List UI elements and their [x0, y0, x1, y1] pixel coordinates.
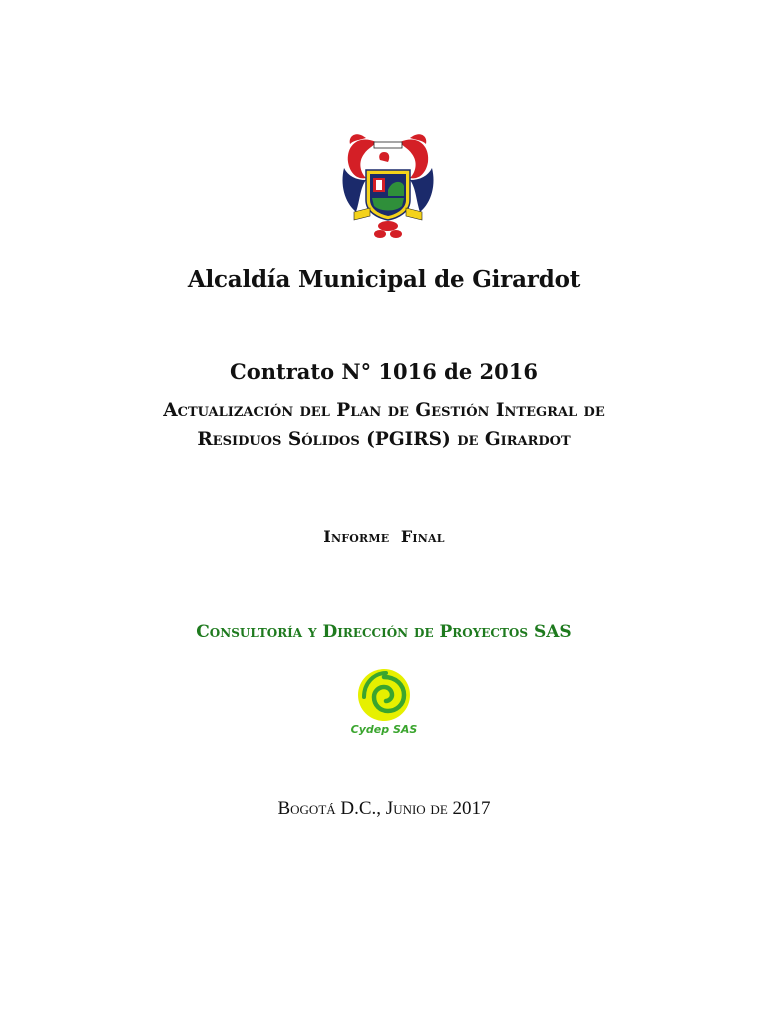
contract-number: Contrato N° 1016 de 2016	[230, 359, 538, 384]
contract-subject-line-2: Residuos Sólidos (PGIRS) de Girardot	[197, 429, 571, 450]
cydep-logo-text: Cydep SAS	[350, 723, 418, 736]
municipal-coat-of-arms-icon	[336, 128, 440, 240]
place-and-date: Bogotá D.C., Junio de 2017	[277, 798, 491, 819]
contract-subject	[0, 396, 768, 454]
cydep-logo	[334, 663, 434, 743]
consultant-name: Consultoría y Dirección de Proyectos SAS	[196, 622, 572, 642]
report-type: Informe Final	[323, 527, 445, 546]
contract-subject-line-1: Actualización del Plan de Gestión Integral de	[163, 400, 605, 421]
organization-title: Alcaldía Municipal de Girardot	[187, 266, 581, 293]
